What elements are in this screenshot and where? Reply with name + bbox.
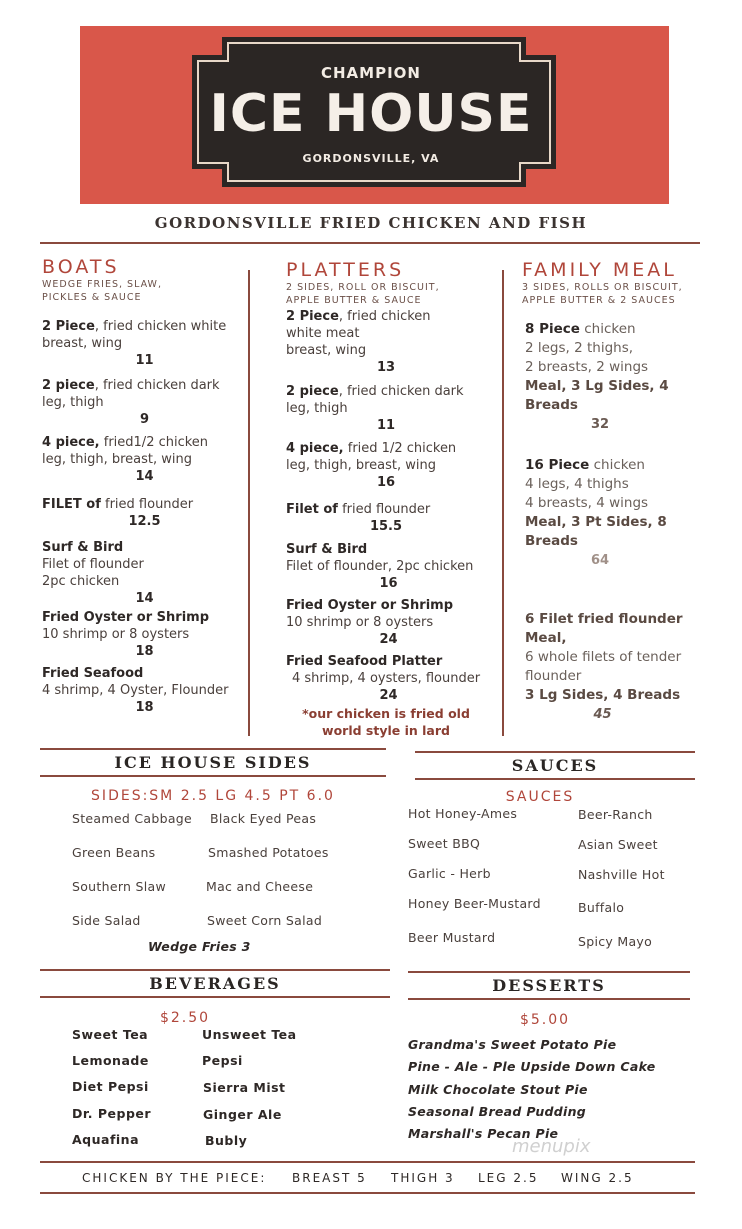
by-piece-thigh: THIGH 3 [391,1171,455,1185]
price: 11 [376,418,396,433]
price: 16 [376,475,396,490]
desserts-rule-bottom [408,998,690,1000]
price: 32 [590,417,610,432]
sauce-item: Honey Beer-Mustard [408,896,541,911]
beverages-title: BEVERAGES [149,974,281,993]
side-item: Green Beans [72,845,156,860]
sauce-item: Beer Mustard [408,930,496,945]
column-divider-2 [502,270,504,736]
boats-note-1: WEDGE FRIES, SLAW, [42,279,162,290]
family-item-2: 16 Piece chicken 4 legs, 4 thighs 4 breasts, 4 wings Meal, 3 Pt Sides, 8 Breads 64 [525,456,715,570]
sauce-item: Sweet BBQ [408,836,481,851]
boats-note-2: PICKLES & SAUCE [42,292,142,303]
boats-item-5: Surf & Bird Filet of flounder 2pc chicken 14 [42,539,247,607]
family-title: FAMILY MEAL [522,259,677,281]
beverage-item: Pepsi [202,1053,243,1068]
top-divider [40,242,700,244]
platters-title: PLATTERS [286,259,405,281]
tagline: GORDONSVILLE FRIED CHICKEN AND FISH [154,214,588,232]
beverage-item: Sierra Mist [203,1080,286,1095]
price: 16 [379,576,398,591]
side-item: Steamed Cabbage [72,811,193,826]
dessert-item: Milk Chocolate Stout Pie [408,1082,588,1097]
side-item: Southern Slaw [72,879,167,894]
side-item: Sweet Corn Salad [207,913,323,928]
sauces-title: SAUCES [511,756,599,775]
sides-title: ICE HOUSE SIDES [114,753,312,772]
price: 18 [135,644,154,659]
sauce-item: Garlic - Herb [408,866,491,881]
beverage-item: Sweet Tea [72,1027,149,1042]
platters-section [286,259,496,307]
by-piece-wing: WING 2.5 [561,1171,634,1185]
platters-item-4: Filet of fried flounder 15.5 [286,501,486,535]
sides-rule-bottom [40,775,386,777]
price: 45 [593,707,612,722]
family-section [522,259,737,307]
sauce-item: Spicy Mayo [578,934,653,949]
platters-note-1: 2 SIDES, ROLL OR BISCUIT, [286,282,440,293]
sauce-item: Beer-Ranch [578,807,653,822]
brand-main: ICE HOUSE [209,84,533,144]
boats-item-1: 2 Piece, fried chicken white breast, wing 11 [42,318,247,369]
sides-rule-top [40,748,386,750]
brand-small: CHAMPION [321,64,421,82]
beverage-item: Ginger Ale [203,1107,282,1122]
boats-item-2: 2 piece, fried chicken dark leg, thigh 9 [42,377,247,428]
sauce-item: Nashville Hot [578,867,665,882]
brand-location: GORDONSVILLE, VA [302,152,440,165]
beverage-item: Lemonade [72,1053,149,1068]
price: 24 [379,632,398,647]
by-piece-label: CHICKEN BY THE PIECE: [82,1171,267,1185]
sides-price-line: SIDES:SM 2.5 LG 4.5 PT 6.0 [91,788,335,804]
platters-note-2: APPLE BUTTER & SAUCE [286,295,422,306]
beverage-item: Unsweet Tea [202,1027,297,1042]
price: 15.5 [369,519,403,534]
sauces-rule-top [415,751,695,753]
beverage-item: Diet Pepsi [72,1079,149,1094]
beverage-item: Aquafina [72,1132,140,1147]
desserts-price: $5.00 [519,1012,571,1028]
platters-item-2: 2 piece, fried chicken dark leg, thigh 11 [286,383,486,434]
platters-item-5: Surf & Bird Filet of flounder, 2pc chicken 16 [286,541,491,592]
dessert-item: Grandma's Sweet Potato Pie [408,1037,617,1052]
boats-section [42,256,242,304]
bottom-rule-bottom [40,1192,695,1194]
boats-item-6: Fried Oyster or Shrimp 10 shrimp or 8 oysters 18 [42,609,247,660]
sauces-subtitle: SAUCES [505,789,575,805]
price: 64 [590,553,610,568]
family-item-1: 8 Piece chicken 2 legs, 2 thighs, 2 breasts, 2 wings Meal, 3 Lg Sides, 4 Breads 32 [525,320,715,434]
price: 24 [379,688,398,703]
wedge-fries: Wedge Fries 3 [148,939,251,954]
price: 12.5 [128,514,161,529]
side-item: Black Eyed Peas [210,811,317,826]
beverages-rule-bottom [40,996,390,998]
dessert-item: Pine - Ale - Ple Upside Down Cake [408,1059,656,1074]
boats-item-4: FILET of fried flounder 12.5 [42,496,247,530]
lard-footnote: *our chicken is fried old world style in lard [302,706,470,738]
family-note-2: APPLE BUTTER & 2 SAUCES [522,295,676,306]
beverage-item: Dr. Pepper [72,1106,152,1121]
platters-item-6: Fried Oyster or Shrimp 10 shrimp or 8 oysters 24 [286,597,491,648]
platters-item-3: 4 piece, fried 1/2 chicken leg, thigh, breast, wing 16 [286,440,486,491]
side-item: Mac and Cheese [206,879,314,894]
dessert-item: Seasonal Bread Pudding [408,1104,587,1119]
price: 9 [139,412,150,427]
price: 13 [376,360,396,375]
sauces-rule-bottom [415,778,695,780]
dessert-item: Marshall's Pecan Pie [408,1126,559,1141]
boats-title: BOATS [42,256,120,278]
beverages-price: $2.50 [159,1010,211,1026]
by-piece-leg: LEG 2.5 [478,1171,539,1185]
boats-item-7: Fried Seafood 4 shrimp, 4 Oyster, Flounder 18 [42,665,247,716]
price: 14 [135,591,154,606]
platters-item-1: 2 Piece, fried chicken white meat breast, wing 13 [286,308,486,376]
desserts-title: DESSERTS [492,976,606,995]
boats-item-3: 4 piece, fried1/2 chicken leg, thigh, breast, wing 14 [42,434,247,485]
beverages-rule-top [40,969,390,971]
family-note-1: 3 SIDES, ROLLS OR BISCUIT, [522,282,683,293]
bottom-rule-top [40,1161,695,1163]
sauce-item: Hot Honey-Ames [408,806,518,821]
family-item-3: 6 Filet fried flounder Meal, 6 whole filets of tender flounder 3 Lg Sides, 4 Breads 45 [525,611,683,722]
sauce-item: Asian Sweet [578,837,658,852]
desserts-rule-top [408,971,690,973]
side-item: Smashed Potatoes [208,845,329,860]
price: 18 [135,700,154,715]
side-item: Side Salad [72,913,141,928]
by-piece-breast: BREAST 5 [292,1171,367,1185]
price: 14 [135,469,154,484]
platters-item-7: Fried Seafood Platter 4 shrimp, 4 oysters, flounder 24 [286,653,491,704]
beverage-item: Bubly [205,1133,248,1148]
column-divider-1 [248,270,250,736]
price: 11 [135,353,154,368]
watermark: menupix [512,1136,591,1157]
sauce-item: Buffalo [578,900,625,915]
